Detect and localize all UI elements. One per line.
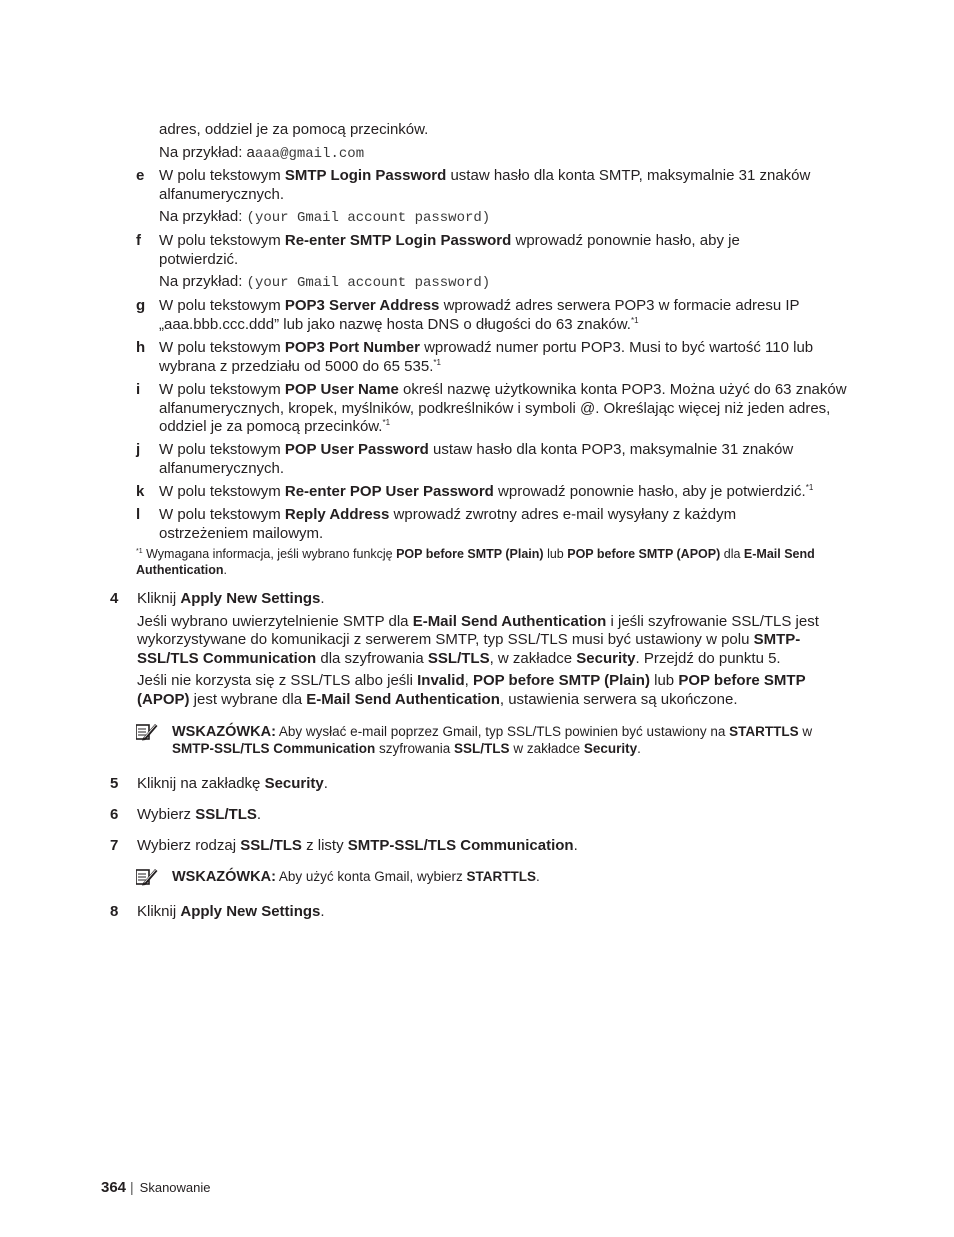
step-number: 6 <box>110 806 119 823</box>
step-8: Kliknij Apply New Settings. <box>137 903 325 920</box>
item-j: W polu tekstowym POP User Password ustaw hasło dla konta POP3, maksymalnie 31 znaków alfanumerycznych. <box>159 441 794 477</box>
footnote: $^{*1}$ Wymagana informacja, jeśli wybrano funkcję POP before SMTP (Plain) lub POP before SMTP (APOP) dla E-Mail Send Authentication. <box>136 547 815 577</box>
item-letter-f: f <box>136 232 141 249</box>
field-name: POP3 Port Number <box>284 339 420 356</box>
item-letter-i: i <box>136 381 141 398</box>
step-number: 8 <box>110 903 119 920</box>
footnote-ref: *1 <box>630 315 639 325</box>
item-i: W polu tekstowym POP User Name określ nazwę użytkownika konta POP3. Można użyć do 63 znaków alfanumerycznych, kropek, myślników, podkreślników i symboli @. Określając więcej niż jeden adres, oddziel je za pomocą przecinków.$^{*1}$ <box>159 381 847 435</box>
field-name: POP User Password <box>284 441 429 458</box>
item-letter-g: g <box>136 297 146 314</box>
note-pencil-icon <box>136 723 158 741</box>
apply-new-settings-button-ref: Apply New Settings <box>180 590 321 607</box>
page-number: 364 <box>101 1179 127 1196</box>
item-l: W polu tekstowym Reply Address wprowadź zwrotny adres e-mail wysyłany z każdym ostrzeżeniem mailowym. <box>159 506 737 542</box>
note-label: WSKAZÓWKA: <box>172 724 276 740</box>
field-name: Re-enter POP User Password <box>284 483 494 500</box>
step-6: Wybierz SSL/TLS. <box>137 806 262 823</box>
section-name: Skanowanie <box>139 1180 211 1195</box>
page-footer <box>101 1179 211 1196</box>
footnote-ref: *1 <box>805 483 814 492</box>
field-name: Reply Address <box>284 506 390 523</box>
note-pencil-icon <box>136 868 158 886</box>
step-7: Wybierz rodzaj SSL/TLS z listy SMTP-SSL/TLS Communication. <box>137 837 578 854</box>
item-f-example: Na przykład: (your Gmail account password) <box>159 273 491 291</box>
step-5: Kliknij na zakładkę Security. <box>137 775 328 792</box>
item-h: W polu tekstowym POP3 Port Number wprowadź numer portu POP3. Musi to być wartość 110 lub wybrana z przedziału od 5000 do 65 535.$^{*1}$ <box>159 339 814 375</box>
example-value: aaa@gmail.com <box>254 145 365 162</box>
intro-text <box>159 121 859 163</box>
step-number: 7 <box>110 837 119 854</box>
item-letter-h: h <box>136 339 146 356</box>
item-e: W polu tekstowym SMTP Login Password ustaw hasło dla konta SMTP, maksymalnie 31 znaków alfanumerycznych. Na przykład: (your Gmail account password) <box>159 167 859 228</box>
intro-example: Na przykład: aaaa@gmail.com <box>159 143 365 162</box>
field-name: POP User Name <box>284 381 399 398</box>
field-name: POP3 Server Address <box>284 297 440 314</box>
item-k: W polu tekstowym Re-enter POP User Password wprowadź ponownie hasło, aby je potwierdzić.$^{*1}$ <box>159 483 814 500</box>
step-4-paragraph-1: Jeśli wybrano uwierzytelnienie SMTP dla E-Mail Send Authentication i jeśli szyfrowanie SSL/TLS jest wykorzystywane do komunikacji z serwerem SMTP, typ SSL/TLS musi być ustawiony w polu SMTP-SSL/TLS Communication dla szyfrowania SSL/TLS, w zakładce Security. Przejdź do punktu 5. <box>137 612 819 667</box>
item-f: W polu tekstowym Re-enter SMTP Login Password wprowadź ponownie hasło, aby je potwierdzić. Na przykład: (your Gmail account password) <box>159 232 809 293</box>
step-number: 4 <box>110 590 119 607</box>
step-4: Kliknij Apply New Settings. Jeśli wybrano uwierzytelnienie SMTP dla E-Mail Send Authentication i jeśli szyfrowanie SSL/TLS jest wykorzystywane do komunikacji z serwerem SMTP, typ SSL/TLS musi być ustawiony w polu SMTP-SSL/TLS Communication dla szyfrowania SSL/TLS, w zakładce Security. Przejdź do punktu 5. Jeśli nie korzysta się z SSL/TLS albo jeśli Invalid, POP before SMTP (Plain) lub POP before SMTP (APOP) jest wybrane dla E-Mail Send Authentication, ustawienia serwera są ukończone. <box>137 590 857 709</box>
item-letter-e: e <box>136 167 145 184</box>
field-name: Re-enter SMTP Login Password <box>284 232 512 249</box>
step-number: 5 <box>110 775 119 792</box>
item-letter-k: k <box>136 483 145 500</box>
intro-line: adres, oddziel je za pomocą przecinków. <box>159 121 429 138</box>
item-e-example: Na przykład: (your Gmail account password) <box>159 208 491 226</box>
item-letter-j: j <box>136 441 141 458</box>
item-letter-l: l <box>136 506 141 523</box>
note-label: WSKAZÓWKA: <box>172 869 276 885</box>
field-name: SMTP Login Password <box>284 167 447 184</box>
note-gmail-ssl: WSKAZÓWKA: Aby wysłać e-mail poprzez Gmail, typ SSL/TLS powinien być ustawiony na STARTTLS w SMTP-SSL/TLS Communication szyfrowania SSL/TLS w zakładce Security. <box>172 724 813 756</box>
step-4-paragraph-2: Jeśli nie korzysta się z SSL/TLS albo jeśli Invalid, POP before SMTP (Plain) lub POP before SMTP (APOP) jest wybrane dla E-Mail Send Authentication, ustawienia serwera są ukończone. <box>137 672 806 708</box>
item-g: W polu tekstowym POP3 Server Address wprowadź adres serwera POP3 w formacie adresu IP „aaa.bbb.ccc.ddd” lub jako nazwę hosta DNS o długości do 63 znaków.$^{*1}$ <box>159 297 800 333</box>
footnote-ref: *1 <box>382 418 391 427</box>
footnote-ref: *1 <box>433 357 441 367</box>
note-gmail-starttls: WSKAZÓWKA: Aby użyć konta Gmail, wybierz STARTTLS. <box>172 869 540 885</box>
footer-separator: | <box>130 1179 134 1195</box>
